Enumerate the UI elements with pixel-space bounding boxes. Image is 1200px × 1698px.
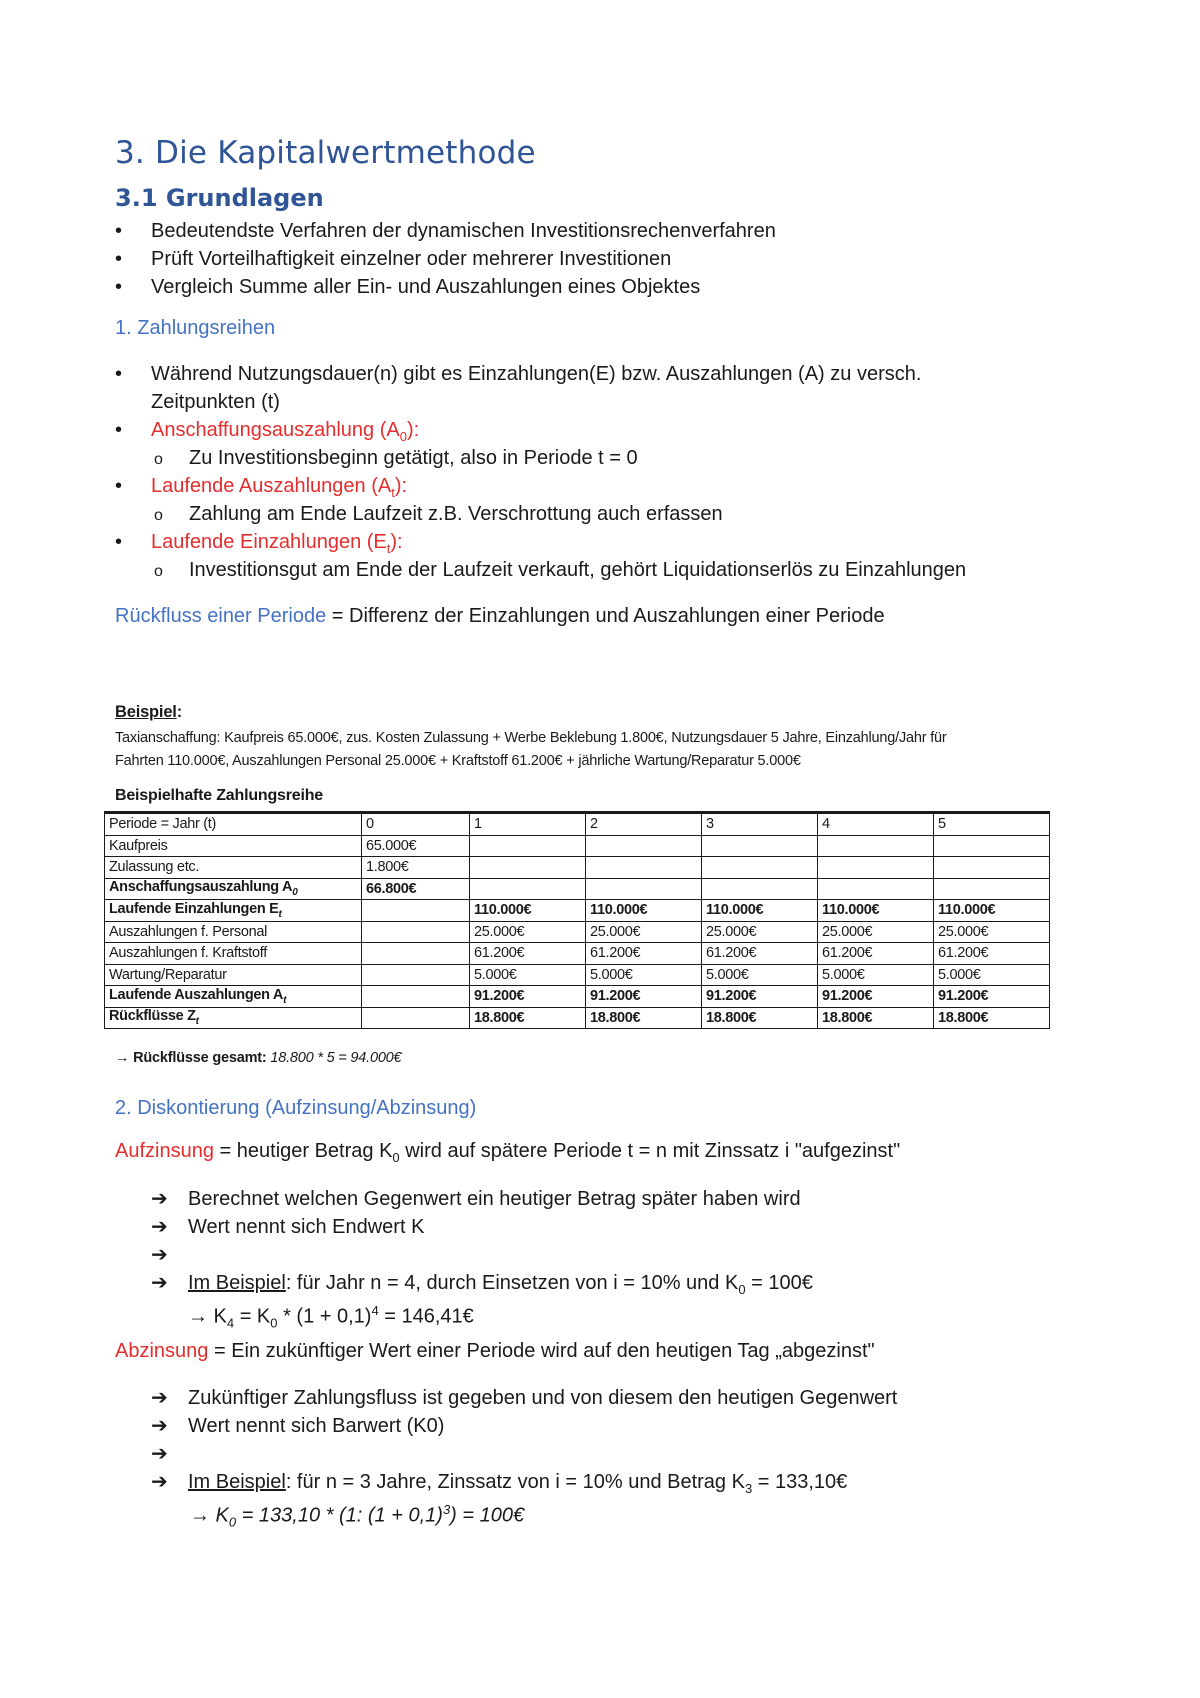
arrow-icon: ➔ — [151, 1272, 168, 1294]
row-label-cell: Laufende Einzahlungen $E_t$ — [105, 900, 362, 922]
table-cell — [818, 878, 934, 900]
table-cell: 1.800€ — [362, 857, 470, 879]
beispiel-label: Beispiel: — [115, 703, 182, 721]
rueckfluesse-total: → Rückflüsse gesamt: 18.800 * 5 = 94.000€ — [115, 1050, 402, 1066]
table-cell: 61.200€ — [702, 943, 818, 965]
arrow-icon: ➔ — [151, 1471, 168, 1493]
list-item-text: Wert nennt sich Endwert K — [188, 1216, 425, 1238]
table-cell: 18.800€ — [818, 1007, 934, 1029]
list-item-text: Zahlung am Ende Laufzeit z.B. Verschrottung auch erfassen — [189, 503, 723, 525]
table-cell — [586, 878, 702, 900]
table-cell — [702, 835, 818, 857]
table-cell: 5.000€ — [470, 964, 586, 986]
row-label-cell: Wartung/Reparatur — [105, 964, 362, 986]
table-header-row — [105, 813, 1050, 836]
table-cell — [818, 835, 934, 857]
aufzinsung-formula: → $K_4 = K_0 * (1 + 0,1)^4$ = 146,41€ — [188, 1303, 474, 1331]
arrow-icon: ➔ — [151, 1415, 168, 1437]
list-item-text: Bedeutendste Verfahren der dynamischen Investitionsrechenverfahren — [151, 220, 776, 242]
table-cell: 5.000€ — [702, 964, 818, 986]
subheading-diskontierung: 2. Diskontierung (Aufzinsung/Abzinsung) — [115, 1097, 477, 1119]
table-cell — [934, 857, 1050, 879]
table-cell — [934, 878, 1050, 900]
table-cell — [702, 878, 818, 900]
table-cell — [470, 878, 586, 900]
table-cell — [470, 857, 586, 879]
table-header-cell: 1 — [470, 813, 586, 836]
table-cell: 110.000€ — [586, 900, 702, 922]
sub-bullet-icon: o — [154, 563, 163, 580]
table-header-cell: Periode = Jahr (t) — [105, 813, 362, 836]
row-label-cell: Rückflüsse $Z_t$ — [105, 1007, 362, 1029]
list-item-text: Während Nutzungsdauer(n) gibt es Einzahlungen(E) bzw. Auszahlungen (A) zu versch. — [151, 363, 922, 385]
abzinsung-formula: → $K_0 = 133,10 * (1$: $(1 + 0,1)^3$) = 100€ — [190, 1502, 525, 1530]
row-label-cell: Anschaffungsauszahlung $A_0$ — [105, 878, 362, 900]
table-cell: 110.000€ — [818, 900, 934, 922]
table-cell: 91.200€ — [702, 986, 818, 1008]
arrow-icon: ➔ — [151, 1188, 168, 1210]
table-cell: 18.800€ — [470, 1007, 586, 1029]
table-cell: 110.000€ — [470, 900, 586, 922]
arrow-icon: ➔ — [151, 1244, 168, 1266]
table-cell — [702, 857, 818, 879]
table-cell — [362, 900, 470, 922]
row-label-cell: Zulassung etc. — [105, 857, 362, 879]
arrow-icon: ➔ — [151, 1216, 168, 1238]
bullet-icon: • — [115, 419, 123, 441]
table-cell: 65.000€ — [362, 835, 470, 857]
table-row — [105, 943, 1050, 965]
table-cell: 25.000€ — [702, 921, 818, 943]
table-title: Beispielhafte Zahlungsreihe — [115, 787, 323, 804]
table-cell: 61.200€ — [818, 943, 934, 965]
aufzinsung-example: Im Beispiel: für Jahr n = 4, durch Einsetzen von i = 10% und $K_0$ = 100€ — [188, 1272, 813, 1297]
zahlungsreihe-table — [104, 811, 1050, 1029]
aufzinsung-definition: Aufzinsung = heutiger Betrag $K_0$ wird auf spätere Periode t = n mit Zinssatz i "aufgezinst" — [115, 1140, 901, 1165]
table-header-cell: 4 — [818, 813, 934, 836]
term-laufende-einzahlungen: Laufende Einzahlungen $(E_t)$: — [151, 531, 403, 556]
table-row — [105, 857, 1050, 879]
table-cell — [586, 857, 702, 879]
arrow-icon: ➔ — [151, 1443, 168, 1465]
table-cell: 91.200€ — [470, 986, 586, 1008]
table-row — [105, 1007, 1050, 1029]
table-row — [105, 986, 1050, 1008]
table-cell: 18.800€ — [934, 1007, 1050, 1029]
table-cell: 18.800€ — [702, 1007, 818, 1029]
table-cell — [362, 986, 470, 1008]
table-row — [105, 900, 1050, 922]
bullet-icon: • — [115, 363, 123, 385]
term-aufzinsung: Aufzinsung — [115, 1140, 214, 1162]
table-cell: 25.000€ — [470, 921, 586, 943]
bullet-icon: • — [115, 531, 123, 553]
list-item-text: Zu Investitionsbeginn getätigt, also in Periode t = 0 — [189, 447, 638, 469]
table-header-cell: 2 — [586, 813, 702, 836]
row-label-cell: Kaufpreis — [105, 835, 362, 857]
table-row — [105, 835, 1050, 857]
table-cell: 91.200€ — [818, 986, 934, 1008]
table-cell — [470, 835, 586, 857]
table-header-cell: 3 — [702, 813, 818, 836]
rueckfluss-definition — [115, 605, 885, 628]
list-item-text: Zeitpunkten (t) — [151, 391, 280, 413]
table-cell: 61.200€ — [586, 943, 702, 965]
list-item-text: Wert nennt sich Barwert (K0) — [188, 1415, 445, 1437]
table-row — [105, 921, 1050, 943]
table-cell: 5.000€ — [934, 964, 1050, 986]
table-cell: 66.800€ — [362, 878, 470, 900]
table-cell: 110.000€ — [934, 900, 1050, 922]
subheading-zahlungsreihen: 1. Zahlungsreihen — [115, 317, 276, 339]
table-cell: 25.000€ — [586, 921, 702, 943]
rueckfluss-text: = Differenz der Einzahlungen und Auszahlungen einer Periode — [326, 605, 885, 627]
term-abzinsung: Abzinsung — [115, 1340, 209, 1362]
beispiel-text-line-2: Fahrten 110.000€, Auszahlungen Personal 25.000€ + Kraftstoff 61.200€ + jährliche Wartung/Reparatur 5.000€ — [115, 753, 801, 769]
table-cell — [818, 857, 934, 879]
list-item-text: Investitionsgut am Ende der Laufzeit verkauft, gehört Liquidationserlös zu Einzahlungen — [189, 559, 967, 581]
table-cell: 25.000€ — [934, 921, 1050, 943]
sub-bullet-icon: o — [154, 451, 163, 468]
list-item-text: Vergleich Summe aller Ein- und Auszahlungen eines Objektes — [151, 276, 701, 298]
table-cell: 91.200€ — [586, 986, 702, 1008]
bullet-icon: • — [115, 276, 123, 298]
table-cell: 25.000€ — [818, 921, 934, 943]
table-cell: 110.000€ — [702, 900, 818, 922]
bullet-icon: • — [115, 475, 123, 497]
table-cell — [362, 964, 470, 986]
list-item-text: Zukünftiger Zahlungsfluss ist gegeben und von diesem den heutigen Gegenwert — [188, 1387, 898, 1409]
section-heading: 3.1 Grundlagen — [115, 184, 324, 212]
table-cell: 5.000€ — [586, 964, 702, 986]
table-header-cell: 0 — [362, 813, 470, 836]
table-row — [105, 964, 1050, 986]
table-cell — [586, 835, 702, 857]
table-cell — [934, 835, 1050, 857]
table-cell — [362, 943, 470, 965]
beispiel-text-line-1: Taxianschaffung: Kaufpreis 65.000€, zus. Kosten Zulassung + Werbe Beklebung 1.800€, Nutzungsdauer 5 Jahre, Einzahlung/Jahr für — [115, 730, 947, 746]
table-header-cell: 5 — [934, 813, 1050, 836]
row-label-cell: Laufende Auszahlungen $A_t$ — [105, 986, 362, 1008]
table-cell: 61.200€ — [470, 943, 586, 965]
table-cell: 18.800€ — [586, 1007, 702, 1029]
list-item-text: Berechnet welchen Gegenwert ein heutiger Betrag später haben wird — [188, 1188, 801, 1210]
table-cell: 5.000€ — [818, 964, 934, 986]
term-rueckfluss: Rückfluss einer Periode — [115, 605, 327, 627]
table-row — [105, 878, 1050, 900]
table-cell — [362, 921, 470, 943]
abzinsung-example: Im Beispiel: für n = 3 Jahre, Zinssatz von i = 10% und Betrag $K_3$ = 133,10€ — [188, 1471, 848, 1496]
table-cell — [362, 1007, 470, 1029]
arrow-icon: ➔ — [151, 1387, 168, 1409]
table-cell: 91.200€ — [934, 986, 1050, 1008]
term-anschaffungsauszahlung: Anschaffungsauszahlung $(A_0)$: — [151, 419, 420, 444]
bullet-icon: • — [115, 220, 123, 242]
sub-bullet-icon: o — [154, 507, 163, 524]
table-cell: 61.200€ — [934, 943, 1050, 965]
row-label-cell: Auszahlungen f. Kraftstoff — [105, 943, 362, 965]
list-item-text: Prüft Vorteilhaftigkeit einzelner oder mehrerer Investitionen — [151, 248, 672, 270]
page-title: 3. Die Kapitalwertmethode — [115, 135, 536, 171]
abzinsung-definition: Abzinsung = Ein zukünftiger Wert einer Periode wird auf den heutigen Tag „abgezinst" — [115, 1340, 875, 1362]
bullet-icon: • — [115, 248, 123, 270]
row-label-cell: Auszahlungen f. Personal — [105, 921, 362, 943]
term-laufende-auszahlungen: Laufende Auszahlungen $(A_t)$: — [151, 475, 408, 500]
